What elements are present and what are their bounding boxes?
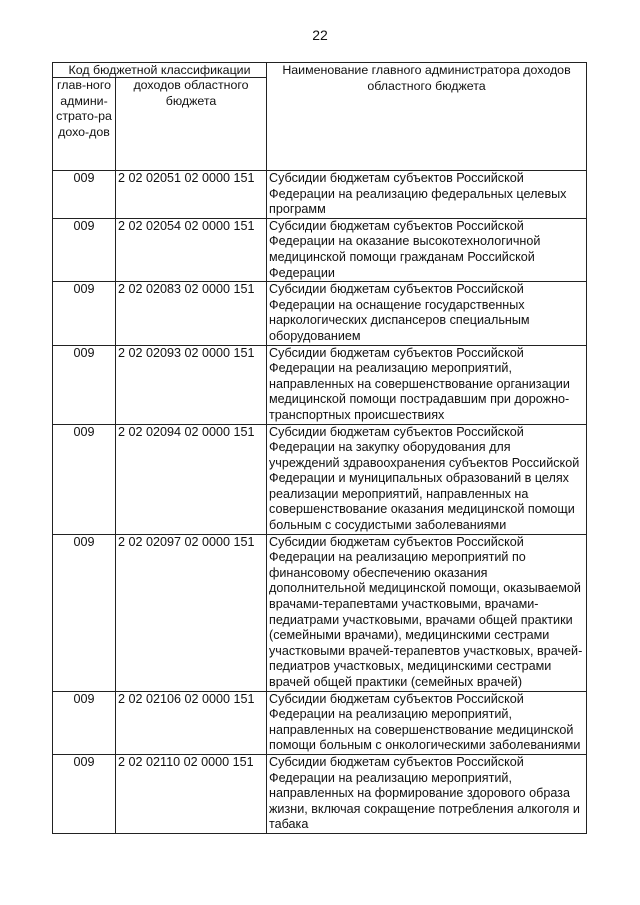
income-name-cell: Субсидии бюджетам субъектов Российской Федерации на закупку оборудования для учреждений здравоохранения субъектов Российской Федерации и муниципальных образований в целях реализации мероприятий, направленных на совершенствование оказания медицинской помощи больным с сосудистыми заболеваниями <box>267 424 587 534</box>
table-row <box>53 534 587 691</box>
admin-code-cell: 009 <box>53 171 116 219</box>
table-row <box>53 282 587 345</box>
table-row <box>53 691 587 754</box>
table-row <box>53 218 587 281</box>
income-name-cell: Субсидии бюджетам субъектов Российской Федерации на оснащение государственных наркологических диспансеров специальным оборудованием <box>267 282 587 345</box>
admin-code-cell: 009 <box>53 218 116 281</box>
table-row <box>53 345 587 424</box>
admin-code-cell: 009 <box>53 754 116 833</box>
income-name-cell: Субсидии бюджетам субъектов Российской Федерации на реализацию федеральных целевых программ <box>267 171 587 219</box>
income-code-cell: 2 02 02094 02 0000 151 <box>116 424 267 534</box>
table-row <box>53 754 587 833</box>
income-name-cell: Субсидии бюджетам субъектов Российской Федерации на реализацию мероприятий, направленных на совершенствование организации медицинской помощи пострадавшим при дорожно-транспортных происшествиях <box>267 345 587 424</box>
page-number: 22 <box>312 27 328 43</box>
income-code-cell: 2 02 02051 02 0000 151 <box>116 171 267 219</box>
header-budget-classification-code: Код бюджетной классификации <box>53 63 267 78</box>
admin-code-cell: 009 <box>53 282 116 345</box>
income-code-cell: 2 02 02093 02 0000 151 <box>116 345 267 424</box>
admin-code-cell: 009 <box>53 691 116 754</box>
income-code-cell: 2 02 02083 02 0000 151 <box>116 282 267 345</box>
admin-code-cell: 009 <box>53 345 116 424</box>
table-row <box>53 424 587 534</box>
income-name-cell: Субсидии бюджетам субъектов Российской Федерации на реализацию мероприятий по финансовому обеспечению оказания дополнительной медицинской помощи, оказываемой врачами-терапевтами участковыми, врачами-педиатрами участковыми, врачами общей практики (семейными врачами), медицинскими сестрами участковыми врачей-терапевтов участковых, врачей-педиатров участковых, медицинскими сестрами врачей общей практики (семейных врачей) <box>267 534 587 691</box>
admin-code-cell: 009 <box>53 424 116 534</box>
income-code-cell: 2 02 02054 02 0000 151 <box>116 218 267 281</box>
budget-classification-table <box>52 62 587 834</box>
income-name-cell: Субсидии бюджетам субъектов Российской Федерации на реализацию мероприятий, направленных на совершенствование медицинской помощи больным с онкологическими заболеваниями <box>267 691 587 754</box>
income-name-cell: Субсидии бюджетам субъектов Российской Федерации на оказание высокотехнологичной медицинской помощи гражданам Российской Федерации <box>267 218 587 281</box>
table-header <box>53 63 587 171</box>
header-administrator-name: Наименование главного администратора доходов областного бюджета <box>267 63 587 171</box>
income-code-cell: 2 02 02097 02 0000 151 <box>116 534 267 691</box>
table-body <box>53 171 587 834</box>
income-code-cell: 2 02 02106 02 0000 151 <box>116 691 267 754</box>
header-row-group <box>53 63 587 78</box>
table-row <box>53 171 587 219</box>
header-regional-budget-income: доходов областного бюджета <box>116 78 267 171</box>
admin-code-cell: 009 <box>53 534 116 691</box>
income-code-cell: 2 02 02110 02 0000 151 <box>116 754 267 833</box>
income-name-cell: Субсидии бюджетам субъектов Российской Федерации на реализацию мероприятий, направленных на формирование здорового образа жизни, включая сокращение потребления алкоголя и табака <box>267 754 587 833</box>
header-chief-administrator: глав-ного админи-страто-ра дохо-дов <box>53 78 116 171</box>
